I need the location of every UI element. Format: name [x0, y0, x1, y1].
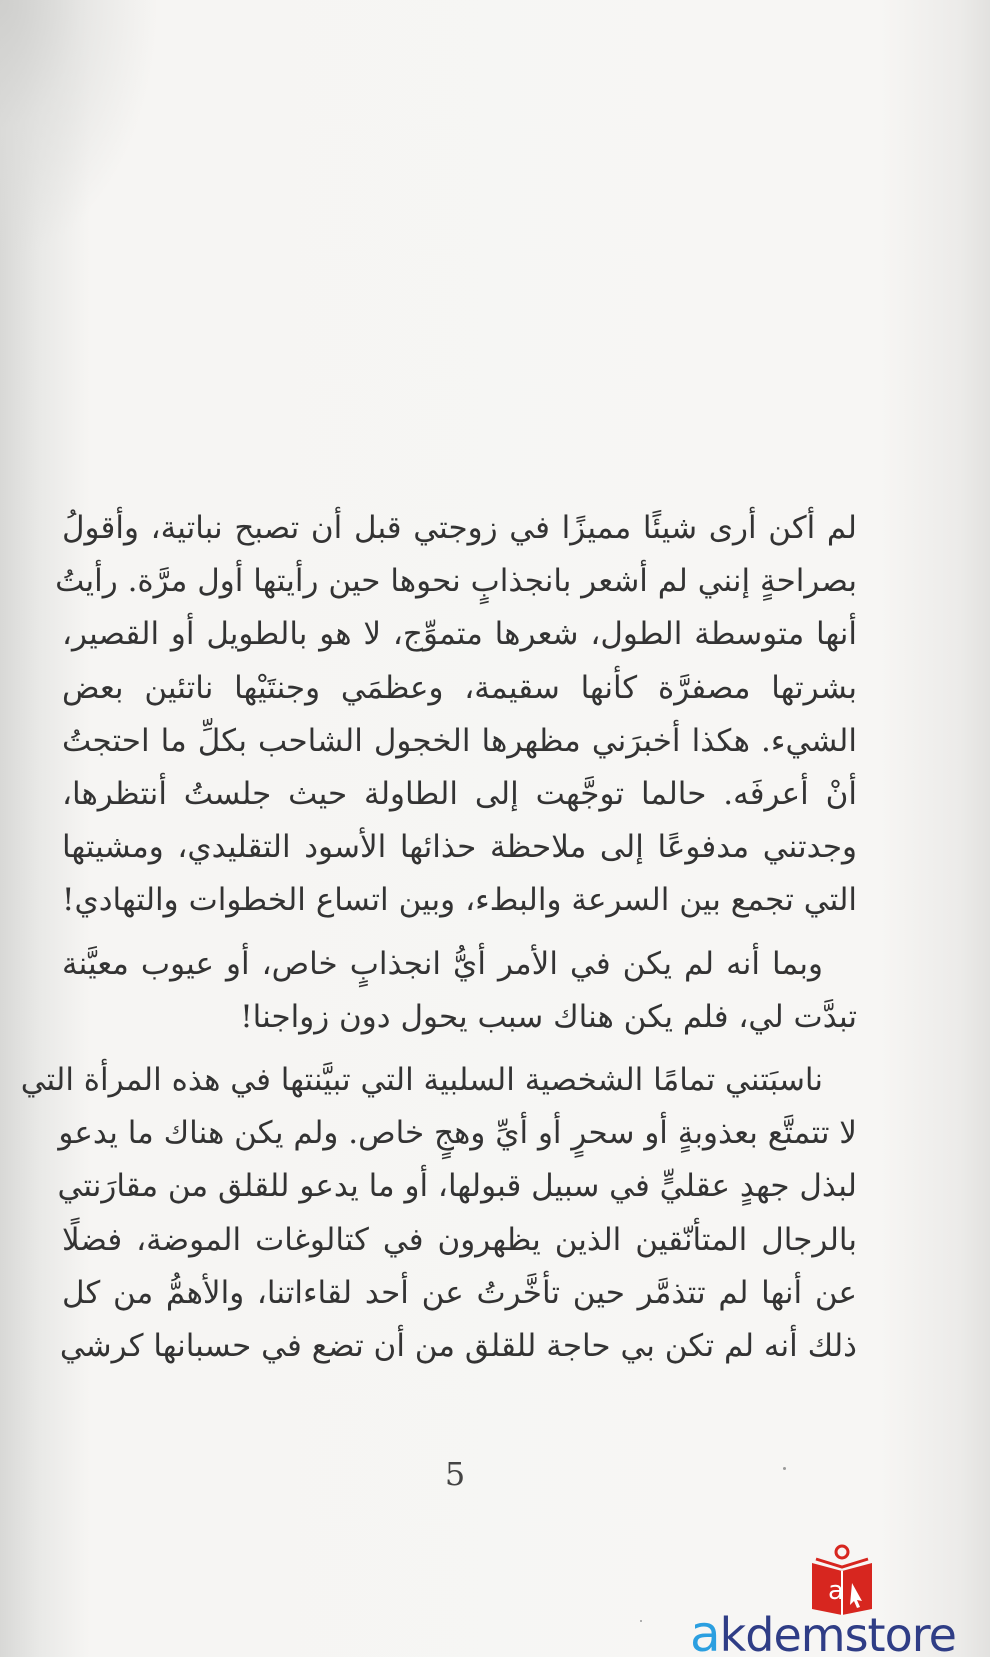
text-line: ناسبَتني تمامًا الشخصية السلبية التي تبيَّنتها في هذه المرأة التي — [20, 1062, 823, 1099]
text-line: وبما أنه لم يكن في الأمر أيُّ انجذابٍ خاص، أو عيوب معيَّنة — [62, 945, 823, 982]
paragraph-gap — [62, 928, 857, 938]
logo-letter: a — [828, 1576, 844, 1606]
text-line: ذلك أنه لم تكن بي حاجة للقلق من أن تضع في حسبانها كرشي — [59, 1328, 857, 1365]
paragraph-2 — [62, 938, 857, 1044]
text-line: لبذل جهدٍ عقليٍّ في سبيل قبولها، أو ما يدعو للقلق من مقارَنتي — [57, 1168, 857, 1205]
brand-rest: kdemstore — [719, 1608, 956, 1657]
brand-letter: a — [690, 1605, 720, 1657]
watermark-brand — [690, 1605, 990, 1657]
text-line: أنها متوسطة الطول، شعرها متموِّج، لا هو بالطويل أو القصير، — [62, 616, 857, 653]
text-line: أنْ أعرفَه. حالما توجَّهت إلى الطاولة حيث جلستُ أنتظرها، — [62, 776, 857, 813]
text-line: تبدَّت لي، فلم يكن هناك سبب يحول دون زواجنا! — [240, 998, 857, 1035]
text-line: التي تجمع بين السرعة والبطء، وبين اتساع الخطوات والتهادي! — [62, 882, 857, 919]
paragraph-3 — [20, 1054, 857, 1373]
text-line: بالرجال المتأنّقين الذين يظهرون في كتالوغات الموضة، فضلًا — [62, 1221, 857, 1258]
paragraph-1 — [55, 502, 857, 928]
paper-speck — [640, 1620, 642, 1622]
text-line: لا تتمتَّع بعذوبةٍ أو سحرٍ أو أيِّ وهجٍ خاص. ولم يكن هناك ما يدعو — [58, 1115, 857, 1152]
text-line: الشيء. هكذا أخبرَني مظهرها الخجول الشاحب بكلِّ ما احتجتُ — [62, 722, 857, 759]
page-number: 5 — [444, 1455, 466, 1493]
text-line: بصراحةٍ إنني لم أشعر بانجذابٍ نحوها حين رأيتها أول مرَّة. رأيتُ — [55, 563, 857, 600]
text-line: بشرتها مصفرَّة كأنها سقيمة، وعظمَي وجنتَيْها ناتئين بعض — [62, 669, 857, 706]
paragraph-gap — [62, 1044, 857, 1054]
watermark-logo-graphic — [806, 1543, 878, 1617]
book-cart-icon — [806, 1543, 878, 1617]
text-line: لم أكن أرى شيئًا مميزًا في زوجتي قبل أن تصبح نباتية، وأقولُ — [62, 510, 857, 546]
paper-speck — [783, 1467, 786, 1470]
text-line: وجدتني مدفوعًا إلى ملاحظة حذائها الأسود التقليدي، ومشيتها — [62, 829, 857, 866]
text-line: عن أنها لم تتذمَّر حين تأخَّرتُ عن أحد لقاءاتنا، والأهمُّ من كل — [62, 1274, 857, 1311]
body-text — [20, 502, 857, 1373]
